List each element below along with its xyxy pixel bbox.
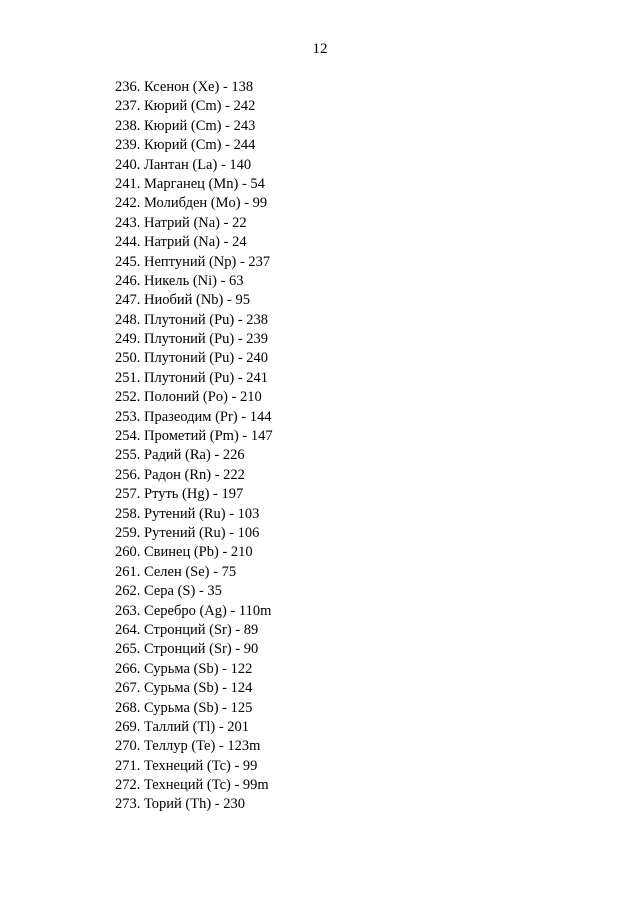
list-item: 257. Ртуть (Hg) - 197	[115, 486, 244, 503]
list-item: 266. Сурьма (Sb) - 122	[115, 660, 253, 677]
list-item: 263. Серебро (Ag) - 110m	[115, 602, 272, 619]
list-item: 265. Стронций (Sr) - 90	[115, 641, 259, 658]
list-item: 259. Рутений (Ru) - 106	[115, 524, 260, 541]
list-item: 256. Радон (Rn) - 222	[115, 466, 245, 483]
list-item: 253. Празеодим (Pr) - 144	[115, 408, 272, 425]
list-item: 271. Технеций (Tc) - 99	[115, 757, 258, 774]
list-item: 260. Свинец (Pb) - 210	[115, 544, 253, 561]
list-item: 242. Молибден (Mo) - 99	[115, 195, 268, 212]
list-item: 247. Ниобий (Nb) - 95	[115, 292, 250, 309]
list-item: 236. Ксенон (Xe) - 138	[115, 79, 254, 95]
list-item: 268. Сурьма (Sb) - 125	[115, 699, 253, 716]
list-item: 246. Никель (Ni) - 63	[115, 272, 244, 289]
list-item: 252. Полоний (Po) - 210	[115, 389, 262, 406]
list-item: 264. Стронций (Sr) - 89	[115, 621, 259, 638]
list-item: 269. Таллий (Tl) - 201	[115, 718, 250, 735]
list-item: 238. Кюрий (Cm) - 243	[115, 117, 256, 134]
list-item: 241. Марганец (Mn) - 54	[115, 175, 265, 192]
list-item: 270. Теллур (Te) - 123m	[115, 738, 261, 755]
list-item: 258. Рутений (Ru) - 103	[115, 505, 260, 522]
list-item: 254. Прометий (Pm) - 147	[115, 428, 273, 445]
list-item: 249. Плутоний (Pu) - 239	[115, 331, 269, 348]
list-item: 245. Нептуний (Np) - 237	[115, 253, 271, 270]
isotope-list	[115, 78, 273, 815]
list-item: 267. Сурьма (Sb) - 124	[115, 680, 253, 697]
list-item: 244. Натрий (Na) - 24	[115, 234, 247, 251]
list-item: 237. Кюрий (Cm) - 242	[115, 98, 256, 115]
list-item: 239. Кюрий (Cm) - 244	[115, 137, 256, 154]
list-item: 250. Плутоний (Pu) - 240	[115, 350, 269, 367]
list-item: 251. Плутоний (Pu) - 241	[115, 369, 269, 386]
list-item: 262. Сера (S) - 35	[115, 583, 222, 600]
list-item: 248. Плутоний (Pu) - 238	[115, 311, 269, 328]
page-number: 12	[312, 41, 328, 57]
list-item: 272. Технеций (Tc) - 99m	[115, 777, 269, 794]
list-item: 255. Радий (Ra) - 226	[115, 447, 245, 464]
list-item: 243. Натрий (Na) - 22	[115, 214, 247, 231]
list-item: 240. Лантан (La) - 140	[115, 156, 252, 173]
list-item: 273. Торий (Th) - 230	[115, 796, 246, 813]
list-item: 261. Селен (Se) - 75	[115, 563, 237, 580]
